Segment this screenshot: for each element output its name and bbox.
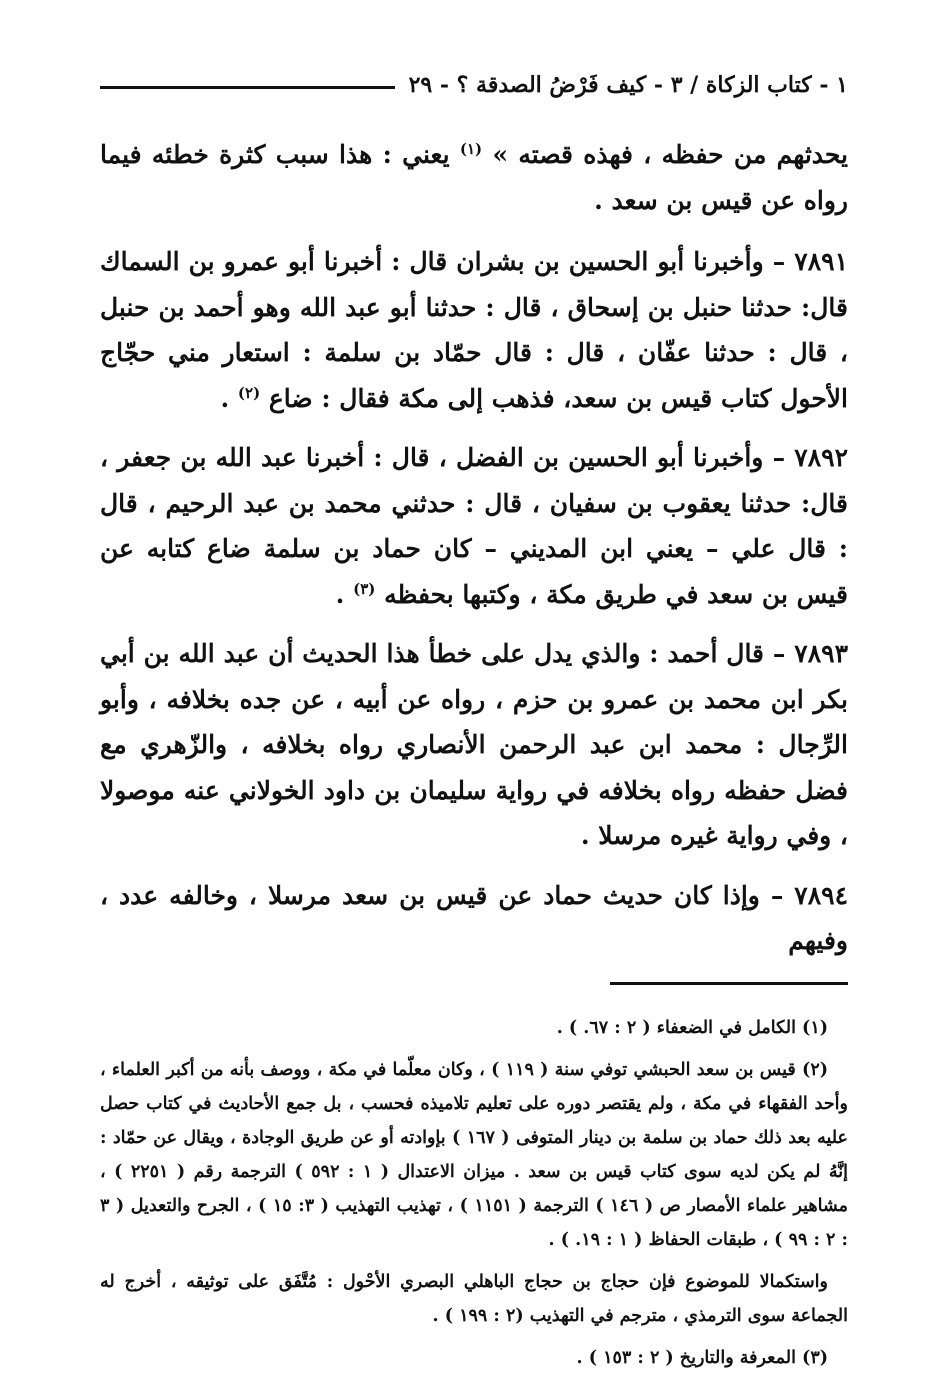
hadith-7892 [100, 435, 848, 617]
footnote-ref-2[interactable]: (٢) [237, 383, 261, 402]
footnote-2: (٢) قيس بن سعد الحبشي توفي سنة ( ١١٩ ) ، وكان معلّما في مكة ، ووصف بأنه من أكبر العلماء ، وأحد الفقهاء في مكة ، ولم يقتصر دوره على تعليم تلاميذه فحسب ، بل جمع الأحاديث في كتاب حصل عليه بعد ذلك حماد بن سلمة بن دينار المتوفى ( ١٦٧ ) بإوادته أو عن طريق الوجادة ، ويقال عن حمّاد : إنَّهُ لم يكن لديه سوى كتاب قيس بن سعد . ميزان الاعتدال ( ١ : ٥٩٢ ) الترجمة رقم ( ٢٢٥١ ) ، مشاهير علماء الأمصار ص ( ١٤٦ ) الترجمة ( ١١٥١ ) ، تهذيب التهذيب ( ٣: ١٥ ) ، الجرح والتعديل ( ٣ : ٢ : ٩٩ ) ، طبقات الحفاظ ( ١ : ١٩. ) . [100, 1059, 848, 1250]
running-title: ١ - كتاب الزكاة / ٣ - كيف فَرْضُ الصدقة ؟ - ٢٩ [408, 72, 848, 98]
footnote-1: (١) الكامل في الضعفاء ( ٢ : ٦٧. ) . [556, 1017, 828, 1038]
footnote-ref-1[interactable]: (١) [459, 140, 483, 158]
book-page [100, 60, 848, 1368]
footnote-ref-3[interactable]: (٣) [353, 579, 376, 598]
hadith-7893: ٧٨٩٣ – قال أحمد : والذي يدل على خطأ هذا الحديث أن عبد الله بن أبي بكر ابن محمد بن عمرو بن حزم ، رواه عن أبيه ، عن جده بخلافه ، وأبو الرِّجال : محمد ابن عبد الرحمن الأنصاري رواه بخلافه ، والزّهري مع فضل حفظه رواه بخلافه في رواية سليمان بن داود الخولاني عنه موصولا ، وفي رواية غيره مرسلا . [100, 639, 848, 850]
paragraph-text: . [335, 579, 354, 609]
footnote-separator [610, 982, 848, 985]
paragraph-text: ٧٨٩١ – وأخبرنا أبو الحسين بن بشران قال : أخبرنا أبو عمرو بن السماك قال: حدثنا حنبل بن إسحاق ، قال : حدثنا أبو عبد الله وهو أحمد بن حنبل ، قال : حدثنا عفّان ، قال : قال حمّاد بن سلمة : استعار مني حجّاج الأحول كتاب قيس بن سعد، فذهب إلى مكة فقال : ضاع [100, 247, 848, 413]
paragraph-text: . [220, 383, 238, 413]
paragraph-continuation [100, 132, 848, 223]
main-text [100, 132, 848, 964]
paragraph-text: يعني : هذا سبب كثرة خطئه فيما رواه عن قيس بن سعد . [100, 140, 848, 215]
paragraph-text: يحدثهم من حفظه ، فهذه قصته » [482, 140, 848, 169]
hadith-7891 [100, 239, 848, 421]
footnotes [100, 1011, 848, 1375]
running-header [100, 60, 848, 110]
hadith-7894: ٧٨٩٤ – وإذا كان حديث حماد عن قيس بن سعد مرسلا ، وخالفه عدد ، وفيهم [100, 880, 848, 955]
paragraph-text: ٧٨٩٢ – وأخبرنا أبو الحسين بن الفضل ، قال : أخبرنا عبد الله بن جعفر ، قال: حدثنا يعقوب بن سفيان ، قال : حدثني محمد بن عبد الرحيم ، قال : قال علي – يعني ابن المديني – كان حماد بن سلمة ضاع كتابه عن قيس بن سعد في طريق مكة ، وكتبها بحفظه [100, 443, 848, 609]
footnote-2-continuation: واستكمالا للموضوع فإن حجاج بن حجاج الباهلي البصري الأحْول : مُتَّفَق على توثيقه ، أخرج له الجماعة سوى الترمذي ، مترجم في التهذيب (٢ : ١٩٩ ) . [100, 1271, 848, 1326]
header-rule [100, 86, 395, 89]
footnote-3: (٣) المعرفة والتاريخ ( ٢ : ١٥٣ ) . [576, 1347, 828, 1368]
